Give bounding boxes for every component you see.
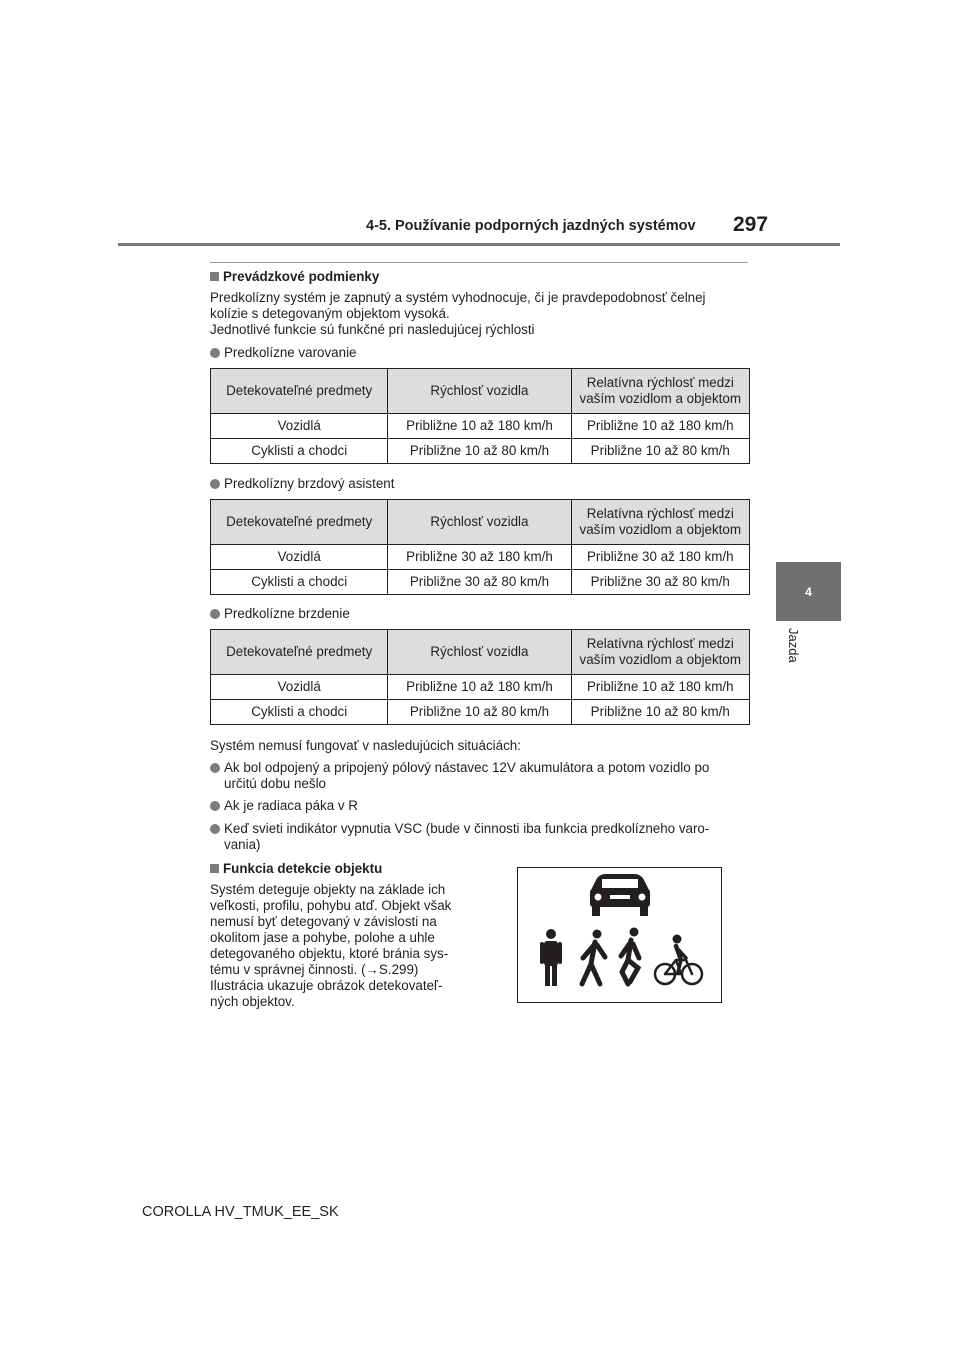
speed-table-brake-assist (210, 499, 750, 595)
table-title-pre-collision-braking: Predkolízne brzdenie (210, 606, 350, 622)
square-bullet-icon (210, 864, 219, 873)
table-header: Detekovateľné predmety (211, 369, 388, 414)
section-heading-object-detection: Funkcia detekcie objektu (210, 861, 382, 876)
walking-pedestrian-icon (582, 930, 605, 985)
square-bullet-icon (210, 272, 219, 281)
table-row: Cyklisti a chodci Približne 10 až 80 km/h Približne 10 až 80 km/h (211, 700, 750, 725)
round-bullet-icon (210, 609, 220, 619)
list-item: Keď svieti indikátor vypnutia VSC (bude v činnosti iba funkcia predkolízneho varo- vania) (210, 821, 709, 853)
round-bullet-icon (210, 824, 220, 834)
object-detection-text: Systém deteguje objekty na základe ich veľkosti, profilu, pohybu atď. Objekt však nemusí byť detegovaný v závislosti na okolitom jase a pohybe, polohe a uhle detegovaného objektu, ktoré bránia sys- tému v správnej činnosti. (→S.299) Ilustrácia ukazuje obrázok detekovateľ- ných objektov. (210, 882, 452, 1009)
round-bullet-icon (210, 348, 220, 358)
table-header: Detekovateľné predmety (211, 500, 388, 545)
table-header: Rýchlosť vozidla (388, 630, 571, 675)
table-header: Relatívna rýchlosť medzi vaším vozidlom a objektom (571, 500, 749, 545)
table-row: Vozidlá Približne 10 až 180 km/h Približne 10 až 180 km/h (211, 675, 750, 700)
illustration-canvas (518, 868, 721, 1002)
chapter-number: 4 (805, 584, 812, 599)
page-number: 297 (733, 213, 769, 236)
table-row: Cyklisti a chodci Približne 10 až 80 km/h Približne 10 až 80 km/h (211, 439, 750, 464)
footer-model: COROLLA HV_TMUK_EE_SK (142, 1204, 339, 1220)
list-item: Ak je radiaca páka v R (210, 798, 358, 814)
cyclist-icon (655, 935, 702, 985)
round-bullet-icon (210, 801, 220, 811)
round-bullet-icon (210, 763, 220, 773)
table-row: Vozidlá Približne 10 až 180 km/h Približne 10 až 180 km/h (211, 414, 750, 439)
table-header: Relatívna rýchlosť medzi vaším vozidlom a objektom (571, 630, 749, 675)
speed-table-braking (210, 629, 750, 725)
table-header: Relatívna rýchlosť medzi vaším vozidlom a objektom (571, 369, 749, 414)
table-row: Cyklisti a chodci Približne 30 až 80 km/h Približne 30 až 80 km/h (211, 570, 750, 595)
standing-pedestrian-icon (540, 929, 562, 986)
operating-conditions-text: Predkolízny systém je zapnutý a systém vyhodnocuje, či je pravdepodobnosť čelnej kolízie s detegovaným objektom vysoká. Jednotlivé funkcie sú funkčné pri nasledujúcej rýchlosti (210, 290, 706, 337)
detectable-objects-illustration (517, 867, 722, 1003)
round-bullet-icon (210, 479, 220, 489)
table-title-brake-assist: Predkolízny brzdový asistent (210, 476, 394, 492)
list-item: Ak bol odpojený a pripojený pólový nástavec 12V akumulátora a potom vozidlo po určitú dobu nešlo (210, 760, 709, 792)
table-header: Rýchlosť vozidla (388, 500, 571, 545)
content-divider (210, 262, 748, 263)
chapter-tab (776, 562, 841, 621)
car-icon (590, 874, 650, 916)
section-title: 4-5. Používanie podporných jazdných systémov (366, 218, 696, 234)
chapter-label: Jazda (786, 628, 801, 663)
section-heading-operating-conditions: Prevádzkové podmienky (210, 269, 379, 284)
table-header: Detekovateľné predmety (211, 630, 388, 675)
running-pedestrian-icon (621, 928, 639, 985)
table-header: Rýchlosť vozidla (388, 369, 571, 414)
table-row: Vozidlá Približne 30 až 180 km/h Približne 30 až 180 km/h (211, 545, 750, 570)
header-divider (118, 243, 840, 246)
situations-intro: Systém nemusí fungovať v nasledujúcich situáciách: (210, 738, 521, 753)
speed-table-warning (210, 368, 750, 464)
table-title-pre-collision-warning: Predkolízne varovanie (210, 345, 357, 361)
